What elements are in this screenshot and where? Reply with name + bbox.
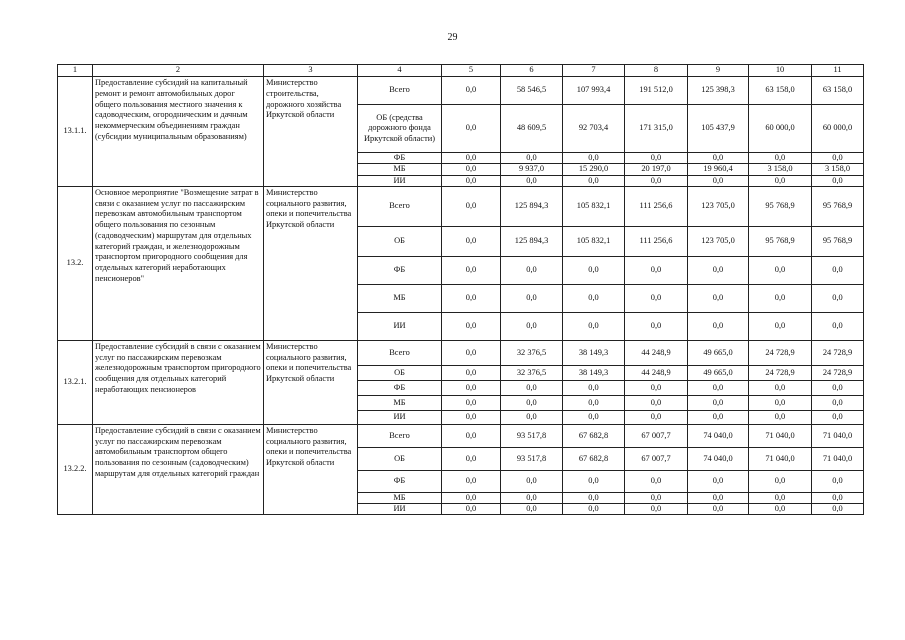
amount-cell: 71 040,0 xyxy=(812,424,864,447)
amount-cell: 32 376,5 xyxy=(501,365,563,380)
amount-cell: 0,0 xyxy=(749,284,812,312)
amount-cell: 0,0 xyxy=(442,312,501,340)
amount-cell: 0,0 xyxy=(563,492,625,503)
amount-cell: 93 517,8 xyxy=(501,447,563,470)
amount-cell: 0,0 xyxy=(812,395,864,410)
amount-cell: 38 149,3 xyxy=(563,340,625,365)
column-number: 1 xyxy=(58,65,93,77)
amount-cell: 0,0 xyxy=(688,284,749,312)
amount-cell: 0,0 xyxy=(688,470,749,492)
amount-cell: 0,0 xyxy=(442,105,501,153)
amount-cell: 0,0 xyxy=(749,175,812,186)
amount-cell: 0,0 xyxy=(442,447,501,470)
amount-cell: 0,0 xyxy=(812,175,864,186)
amount-cell: 0,0 xyxy=(442,504,501,515)
amount-cell: 105 832,1 xyxy=(563,226,625,256)
amount-cell: 24 728,9 xyxy=(812,340,864,365)
amount-cell: 15 290,0 xyxy=(563,164,625,175)
amount-cell: 38 149,3 xyxy=(563,365,625,380)
funding-source: МБ xyxy=(358,395,442,410)
item-name: Основное мероприятие "Возмещение затрат в связи с оказанием услуг по пассажирским перевозкам автомобильным транспортом общего пользования по сезонным (садоводческим) маршрутам для отдельных категорий граждан, и железнодорожным транспортом пригородного сообщения для отдельных категорий неработающих пенсионеров" xyxy=(93,186,264,340)
funding-source: ФБ xyxy=(358,256,442,284)
amount-cell: 0,0 xyxy=(812,312,864,340)
amount-cell: 0,0 xyxy=(563,395,625,410)
item-code: 13.1.1. xyxy=(58,77,93,187)
column-number-row xyxy=(58,65,864,77)
amount-cell: 0,0 xyxy=(442,175,501,186)
funding-source: ФБ xyxy=(358,153,442,164)
amount-cell: 74 040,0 xyxy=(688,424,749,447)
amount-cell: 0,0 xyxy=(625,410,688,424)
amount-cell: 49 665,0 xyxy=(688,340,749,365)
amount-cell: 0,0 xyxy=(812,256,864,284)
amount-cell: 44 248,9 xyxy=(625,340,688,365)
amount-cell: 123 705,0 xyxy=(688,226,749,256)
amount-cell: 3 158,0 xyxy=(812,164,864,175)
amount-cell: 74 040,0 xyxy=(688,447,749,470)
funding-source: ОБ (средства дорожного фонда Иркутской области) xyxy=(358,105,442,153)
amount-cell: 0,0 xyxy=(501,492,563,503)
amount-cell: 0,0 xyxy=(812,410,864,424)
amount-cell: 71 040,0 xyxy=(749,424,812,447)
funding-source: ИИ xyxy=(358,312,442,340)
amount-cell: 67 007,7 xyxy=(625,447,688,470)
amount-cell: 123 705,0 xyxy=(688,186,749,226)
item-executor: Министерство социального развития, опеки и попечительства Иркутской области xyxy=(264,424,358,515)
item-executor: Министерство социального развития, опеки и попечительства Иркутской области xyxy=(264,340,358,424)
amount-cell: 0,0 xyxy=(749,380,812,395)
column-number: 11 xyxy=(812,65,864,77)
amount-cell: 0,0 xyxy=(442,365,501,380)
column-number: 5 xyxy=(442,65,501,77)
amount-cell: 0,0 xyxy=(501,410,563,424)
amount-cell: 0,0 xyxy=(749,153,812,164)
amount-cell: 19 960,4 xyxy=(688,164,749,175)
amount-cell: 0,0 xyxy=(563,410,625,424)
amount-cell: 0,0 xyxy=(688,395,749,410)
amount-cell: 0,0 xyxy=(501,395,563,410)
funding-source: ОБ xyxy=(358,226,442,256)
amount-cell: 0,0 xyxy=(563,470,625,492)
amount-cell: 0,0 xyxy=(442,395,501,410)
amount-cell: 111 256,6 xyxy=(625,186,688,226)
column-number: 4 xyxy=(358,65,442,77)
amount-cell: 0,0 xyxy=(625,380,688,395)
table-row xyxy=(58,77,864,105)
amount-cell: 0,0 xyxy=(749,492,812,503)
amount-cell: 3 158,0 xyxy=(749,164,812,175)
amount-cell: 0,0 xyxy=(501,175,563,186)
amount-cell: 0,0 xyxy=(563,504,625,515)
funding-source: Всего xyxy=(358,424,442,447)
amount-cell: 44 248,9 xyxy=(625,365,688,380)
amount-cell: 171 315,0 xyxy=(625,105,688,153)
amount-cell: 71 040,0 xyxy=(749,447,812,470)
amount-cell: 0,0 xyxy=(442,470,501,492)
amount-cell: 0,0 xyxy=(688,492,749,503)
amount-cell: 71 040,0 xyxy=(812,447,864,470)
amount-cell: 0,0 xyxy=(812,470,864,492)
page-number: 29 xyxy=(447,32,458,43)
amount-cell: 0,0 xyxy=(442,284,501,312)
amount-cell: 67 682,8 xyxy=(563,424,625,447)
amount-cell: 0,0 xyxy=(442,226,501,256)
amount-cell: 0,0 xyxy=(625,504,688,515)
amount-cell: 92 703,4 xyxy=(563,105,625,153)
amount-cell: 0,0 xyxy=(749,504,812,515)
amount-cell: 0,0 xyxy=(625,470,688,492)
amount-cell: 63 158,0 xyxy=(812,77,864,105)
column-number: 8 xyxy=(625,65,688,77)
item-code: 13.2. xyxy=(58,186,93,340)
amount-cell: 0,0 xyxy=(563,312,625,340)
amount-cell: 24 728,9 xyxy=(812,365,864,380)
amount-cell: 20 197,0 xyxy=(625,164,688,175)
item-executor: Министерство строительства, дорожного хозяйства Иркутской области xyxy=(264,77,358,187)
amount-cell: 0,0 xyxy=(563,380,625,395)
amount-cell: 0,0 xyxy=(749,395,812,410)
amount-cell: 125 398,3 xyxy=(688,77,749,105)
amount-cell: 60 000,0 xyxy=(812,105,864,153)
funding-source: МБ xyxy=(358,492,442,503)
amount-cell: 0,0 xyxy=(442,410,501,424)
amount-cell: 0,0 xyxy=(688,256,749,284)
column-number: 3 xyxy=(264,65,358,77)
amount-cell: 93 517,8 xyxy=(501,424,563,447)
funding-source: ИИ xyxy=(358,410,442,424)
table-row xyxy=(58,340,864,365)
column-number: 2 xyxy=(93,65,264,77)
amount-cell: 0,0 xyxy=(812,380,864,395)
column-number: 9 xyxy=(688,65,749,77)
table-row xyxy=(58,186,864,226)
column-number: 10 xyxy=(749,65,812,77)
funding-source: Всего xyxy=(358,77,442,105)
amount-cell: 0,0 xyxy=(625,395,688,410)
amount-cell: 0,0 xyxy=(442,153,501,164)
amount-cell: 95 768,9 xyxy=(812,226,864,256)
funding-source: ОБ xyxy=(358,447,442,470)
amount-cell: 58 546,5 xyxy=(501,77,563,105)
amount-cell: 0,0 xyxy=(625,256,688,284)
table-row xyxy=(58,424,864,447)
funding-source: Всего xyxy=(358,186,442,226)
amount-cell: 0,0 xyxy=(688,312,749,340)
amount-cell: 0,0 xyxy=(812,492,864,503)
amount-cell: 0,0 xyxy=(749,256,812,284)
funding-source: МБ xyxy=(358,284,442,312)
amount-cell: 107 993,4 xyxy=(563,77,625,105)
amount-cell: 0,0 xyxy=(501,470,563,492)
amount-cell: 0,0 xyxy=(688,153,749,164)
amount-cell: 24 728,9 xyxy=(749,340,812,365)
column-number: 6 xyxy=(501,65,563,77)
amount-cell: 0,0 xyxy=(442,340,501,365)
amount-cell: 60 000,0 xyxy=(749,105,812,153)
amount-cell: 125 894,3 xyxy=(501,226,563,256)
amount-cell: 0,0 xyxy=(625,312,688,340)
funding-source: ИИ xyxy=(358,504,442,515)
amount-cell: 95 768,9 xyxy=(749,186,812,226)
amount-cell: 0,0 xyxy=(442,186,501,226)
amount-cell: 0,0 xyxy=(501,312,563,340)
item-executor: Министерство социального развития, опеки и попечительства Иркутской области xyxy=(264,186,358,340)
item-code: 13.2.1. xyxy=(58,340,93,424)
amount-cell: 0,0 xyxy=(688,380,749,395)
amount-cell: 63 158,0 xyxy=(749,77,812,105)
amount-cell: 191 512,0 xyxy=(625,77,688,105)
amount-cell: 105 832,1 xyxy=(563,186,625,226)
amount-cell: 0,0 xyxy=(442,380,501,395)
amount-cell: 0,0 xyxy=(749,312,812,340)
funding-source: МБ xyxy=(358,164,442,175)
amount-cell: 67 007,7 xyxy=(625,424,688,447)
amount-cell: 32 376,5 xyxy=(501,340,563,365)
amount-cell: 0,0 xyxy=(501,380,563,395)
amount-cell: 0,0 xyxy=(749,470,812,492)
amount-cell: 0,0 xyxy=(812,153,864,164)
amount-cell: 0,0 xyxy=(442,164,501,175)
amount-cell: 0,0 xyxy=(688,504,749,515)
amount-cell: 0,0 xyxy=(749,410,812,424)
amount-cell: 48 609,5 xyxy=(501,105,563,153)
funding-source: ОБ xyxy=(358,365,442,380)
amount-cell: 125 894,3 xyxy=(501,186,563,226)
amount-cell: 105 437,9 xyxy=(688,105,749,153)
amount-cell: 0,0 xyxy=(442,492,501,503)
funding-source: ФБ xyxy=(358,470,442,492)
amount-cell: 67 682,8 xyxy=(563,447,625,470)
amount-cell: 0,0 xyxy=(563,153,625,164)
amount-cell: 95 768,9 xyxy=(749,226,812,256)
amount-cell: 0,0 xyxy=(442,77,501,105)
amount-cell: 0,0 xyxy=(501,284,563,312)
amount-cell: 111 256,6 xyxy=(625,226,688,256)
amount-cell: 9 937,0 xyxy=(501,164,563,175)
amount-cell: 0,0 xyxy=(501,153,563,164)
amount-cell: 0,0 xyxy=(812,504,864,515)
item-code: 13.2.2. xyxy=(58,424,93,515)
amount-cell: 49 665,0 xyxy=(688,365,749,380)
budget-table xyxy=(57,64,864,515)
amount-cell: 0,0 xyxy=(442,424,501,447)
amount-cell: 0,0 xyxy=(501,504,563,515)
amount-cell: 0,0 xyxy=(442,256,501,284)
item-name: Предоставление субсидий в связи с оказанием услуг по пассажирским перевозкам железнодорожным транспортом пригородного сообщения для отдельных категорий неработающих пенсионеров xyxy=(93,340,264,424)
funding-source: ФБ xyxy=(358,380,442,395)
amount-cell: 0,0 xyxy=(625,153,688,164)
amount-cell: 95 768,9 xyxy=(812,186,864,226)
amount-cell: 0,0 xyxy=(563,175,625,186)
item-name: Предоставление субсидий в связи с оказанием услуг по пассажирским перевозкам автомобильным транспортом общего пользования по сезонным (садоводческим) маршрутам для отдельных категорий граждан xyxy=(93,424,264,515)
funding-source: Всего xyxy=(358,340,442,365)
amount-cell: 0,0 xyxy=(625,284,688,312)
item-name: Предоставление субсидий на капитальный ремонт и ремонт автомобильных дорог общего пользования местного значения к садоводческим, огородническим и дачным некоммерческим объединениям граждан (субсидии муниципальным образованиям) xyxy=(93,77,264,187)
funding-source: ИИ xyxy=(358,175,442,186)
amount-cell: 0,0 xyxy=(625,492,688,503)
amount-cell: 0,0 xyxy=(812,284,864,312)
amount-cell: 0,0 xyxy=(501,256,563,284)
amount-cell: 0,0 xyxy=(625,175,688,186)
amount-cell: 24 728,9 xyxy=(749,365,812,380)
amount-cell: 0,0 xyxy=(688,175,749,186)
amount-cell: 0,0 xyxy=(563,256,625,284)
amount-cell: 0,0 xyxy=(688,410,749,424)
amount-cell: 0,0 xyxy=(563,284,625,312)
column-number: 7 xyxy=(563,65,625,77)
